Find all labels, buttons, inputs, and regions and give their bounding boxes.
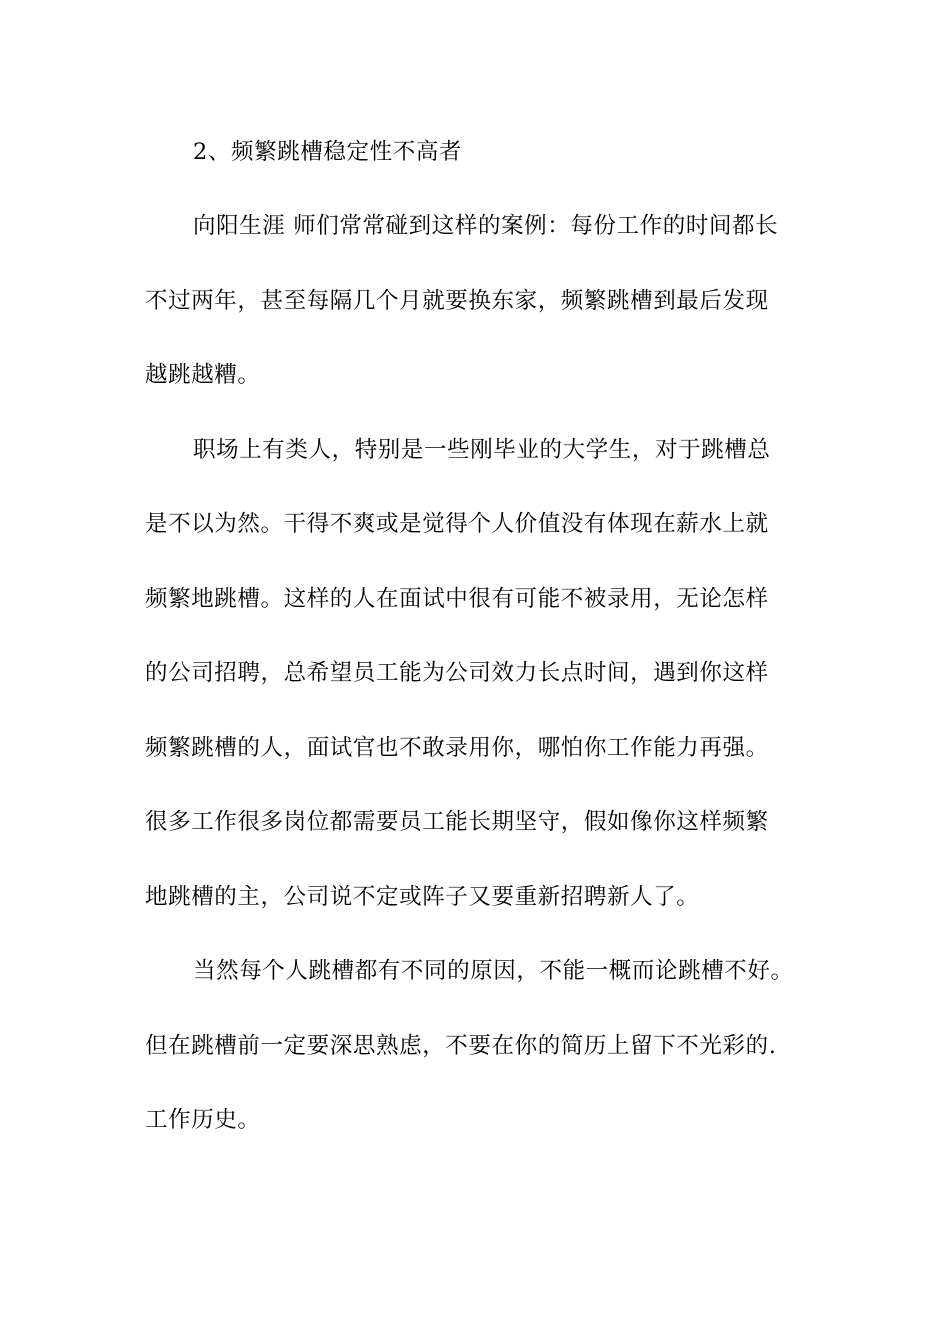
paragraph-3-line-2: 但在跳槽前一定要深思熟虑，不要在你的简历上留下不光彩的. xyxy=(145,1033,777,1059)
paragraph-2-line-2: 是不以为然。干得不爽或是觉得个人价值没有体现在薪水上就 xyxy=(145,511,769,537)
paragraph-2-line-1: 职场上有类人，特别是一些刚毕业的大学生，对于跳槽总 xyxy=(193,437,771,463)
paragraph-1-line-1: 向阳生涯 师们常常碰到这样的案例：每份工作的时间都长 xyxy=(193,213,779,239)
paragraph-3-line-3: 工作历史。 xyxy=(145,1107,261,1133)
paragraph-2-line-5: 频繁跳槽的人，面试官也不敢录用你，哪怕你工作能力再强。 xyxy=(145,735,769,761)
paragraph-3-line-1: 当然每个人跳槽都有不同的原因，不能一概而论跳槽不好。 xyxy=(193,958,794,984)
paragraph-2-line-4: 的公司招聘，总希望员工能为公司效力长点时间，遇到你这样 xyxy=(145,660,769,686)
paragraph-2-line-7: 地跳槽的主，公司说不定或阵子又要重新招聘新人了。 xyxy=(145,884,700,910)
section-heading: 2、频繁跳槽稳定性不高者 xyxy=(193,139,463,165)
paragraph-1-line-3: 越跳越糟。 xyxy=(145,362,261,388)
paragraph-2-line-3: 频繁地跳槽。这样的人在面试中很有可能不被录用，无论怎样 xyxy=(145,586,769,612)
paragraph-1-line-2: 不过两年，甚至每隔几个月就要换东家，频繁跳槽到最后发现 xyxy=(145,288,769,314)
paragraph-2-line-6: 很多工作很多岗位都需要员工能长期坚守，假如像你这样频繁 xyxy=(145,809,769,835)
